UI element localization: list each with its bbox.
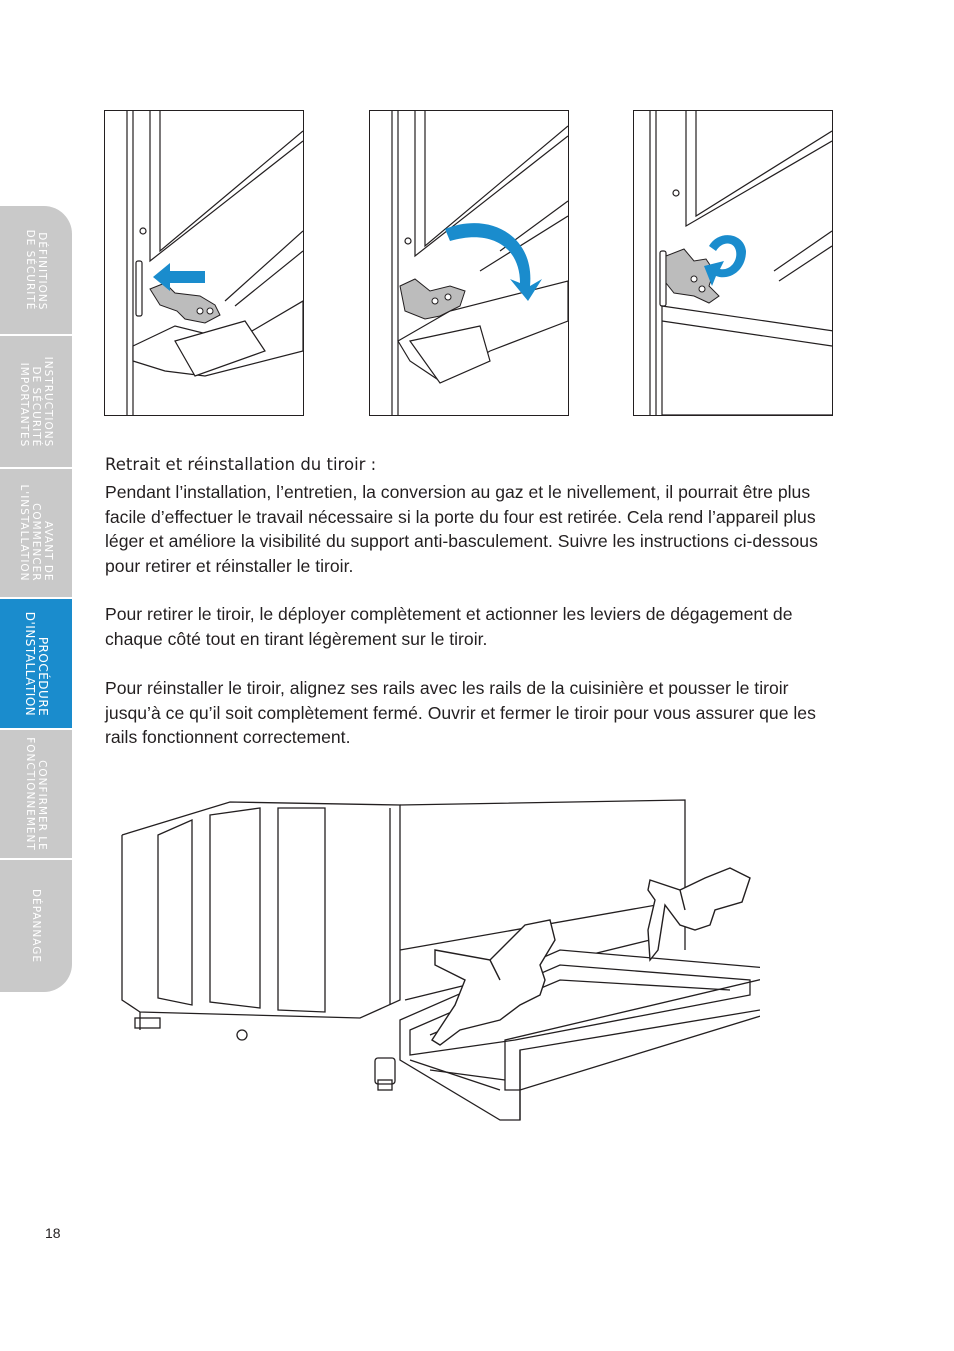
page-number: 18	[45, 1225, 61, 1241]
tab-label: DÉPANNAGE	[30, 888, 42, 964]
tab-label: CONFIRMER LE FONCTIONNEMENT	[24, 737, 48, 851]
section-heading: Retrait et réinstallation du tiroir :	[105, 455, 377, 474]
tab-label: INSTRUCTIONS DE SÉCURITÉ IMPORTANTES	[18, 356, 54, 447]
tab-safety-instructions[interactable]	[0, 336, 72, 469]
tab-before-installation[interactable]	[0, 469, 72, 599]
tab-label: DÉFINITIONS DE SÉCURITÉ	[24, 229, 48, 311]
tab-troubleshooting[interactable]	[0, 860, 72, 992]
tab-safety-definitions[interactable]	[0, 206, 72, 336]
tab-confirm-operation[interactable]	[0, 730, 72, 860]
tab-label: AVANT DE COMMENCER L'INSTALLATION	[18, 484, 54, 582]
drawer-release-step-3-figure	[633, 110, 833, 416]
paragraph-removal: Pour retirer le tiroir, le déployer complètement et actionner les leviers de dégagement de chaque côté tout en tirant légèrement sur le tiroir.	[105, 604, 793, 649]
drawer-release-step-2-figure	[369, 110, 569, 416]
paragraph-reinstallation: Pour réinstaller le tiroir, alignez ses rails avec les rails de la cuisinière et pousser le tiroir jusqu’à ce qu’il soit complètement fermé. Ouvrir et fermer le tiroir pour vous assurer que les rails fonctionnent correctement.	[105, 678, 816, 747]
tab-installation-procedure[interactable]	[0, 599, 72, 730]
drawer-release-step-1-figure	[104, 110, 304, 416]
range-drawer-illustration	[110, 790, 760, 1144]
paragraph-intro: Pendant l’installation, l’entretien, la conversion au gaz et le nivellement, il pourrait être plus facile d’effectuer le travail nécessaire si la porte du four est retirée. Cela rend l’appareil plus léger et améliore la visibilité du support anti-basculement. Suivre les instructions ci-dessous pour retirer et réinstaller le tiroir.	[105, 482, 818, 576]
side-tab-strip	[0, 206, 72, 992]
tab-label: PROCÉDURE D'INSTALLATION	[23, 611, 50, 716]
